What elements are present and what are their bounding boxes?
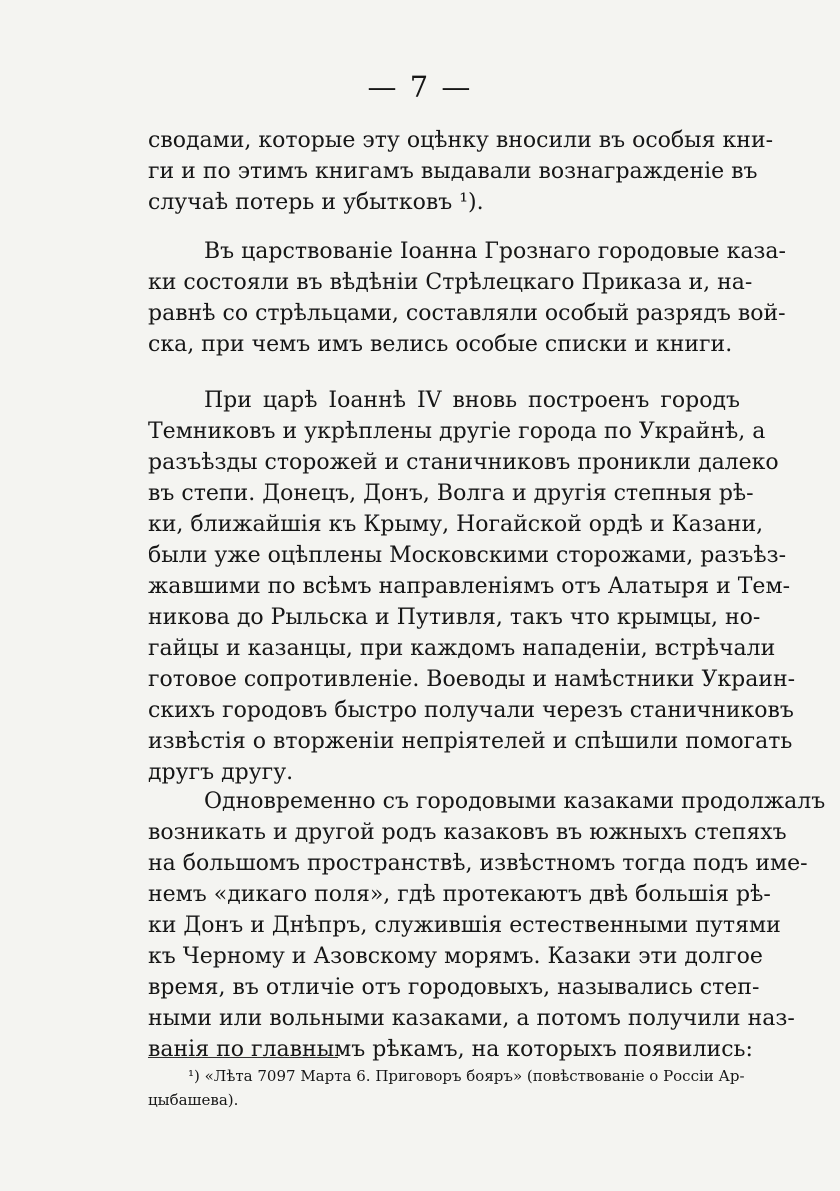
paragraph-3 — [148, 385, 796, 788]
footnote-divider — [148, 1057, 338, 1058]
text-line: ска, при чемъ имъ велись особые списки и книги. — [148, 332, 733, 357]
text-line: ванія по главнымъ рѣкамъ, на которыхъ появились: — [148, 1037, 753, 1062]
text-line: ки, ближайшія къ Крыму, Ногайской ордѣ и Казани, — [148, 512, 764, 537]
footnote — [148, 1064, 745, 1112]
text-line: жавшими по всѣмъ направленіямъ отъ Алатыря и Тем- — [148, 574, 790, 599]
text-line: разъѣзды сторожей и станичниковъ проникли далеко — [148, 450, 779, 475]
paragraph-4 — [148, 786, 826, 1065]
text-line: никова до Рыльска и Путивля, такъ что крымцы, но- — [148, 605, 761, 630]
text-line: ги и по этимъ книгамъ выдавали вознагражденіе въ — [148, 159, 758, 184]
footnote-line: цыбашева). — [148, 1091, 239, 1109]
text-line: возникать и другой родъ казаковъ въ южныхъ степяхъ — [148, 820, 787, 845]
text-line: готовое сопротивленіе. Воеводы и намѣстники Украин- — [148, 667, 796, 692]
paragraph-1 — [148, 125, 774, 218]
text-line: сводами, которые эту оцѣнку вносили въ особыя кни- — [148, 128, 774, 153]
text-line: къ Черному и Азовскому морямъ. Казаки эти долгое — [148, 944, 763, 969]
text-line: другъ другу. — [148, 760, 294, 785]
text-line: немъ «дикаго поля», гдѣ протекаютъ двѣ большія рѣ- — [148, 882, 771, 907]
footnote-line: ¹) «Лѣта 7097 Марта 6. Приговоръ бояръ» (повѣствованіе о Россіи Ар- — [188, 1067, 745, 1085]
text-line: Одновременно съ городовыми казаками продолжалъ — [204, 789, 826, 814]
text-line: гайцы и казанцы, при каждомъ нападеніи, встрѣчали — [148, 636, 776, 661]
page-number: — 7 — — [367, 70, 473, 104]
text-line: на большомъ пространствѣ, извѣстномъ тогда подъ име- — [148, 851, 808, 876]
paragraph-2 — [148, 236, 786, 360]
text-line: Темниковъ и укрѣплены другіе города по Украйнѣ, а — [148, 419, 766, 444]
text-line: ными или вольными казаками, а потомъ получили наз- — [148, 1006, 795, 1031]
text-line: равнѣ со стрѣльцами, составляли особый разрядъ вой- — [148, 301, 786, 326]
text-line: извѣстія о вторженіи непріятелей и спѣшили помогать — [148, 729, 793, 754]
text-line: въ степи. Донецъ, Донъ, Волга и другія степныя рѣ- — [148, 481, 754, 506]
text-line: были уже оцѣплены Московскими сторожами, разъѣз- — [148, 543, 787, 568]
text-line: ки состояли въ вѣдѣніи Стрѣлецкаго Приказа и, на- — [148, 270, 753, 295]
text-line: время, въ отличіе отъ городовыхъ, назывались степ- — [148, 975, 760, 1000]
text-line: Въ царствованіе Іоанна Грознаго городовые каза- — [204, 239, 786, 264]
text-line: При царѣ Іоаннѣ IV вновь построенъ городъ — [204, 388, 740, 413]
text-line: скихъ городовъ быстро получали черезъ станичниковъ — [148, 698, 794, 723]
text-line: случаѣ потерь и убытковъ ¹). — [148, 190, 484, 215]
text-line: ки Донъ и Днѣпръ, служившія естественными путями — [148, 913, 781, 938]
